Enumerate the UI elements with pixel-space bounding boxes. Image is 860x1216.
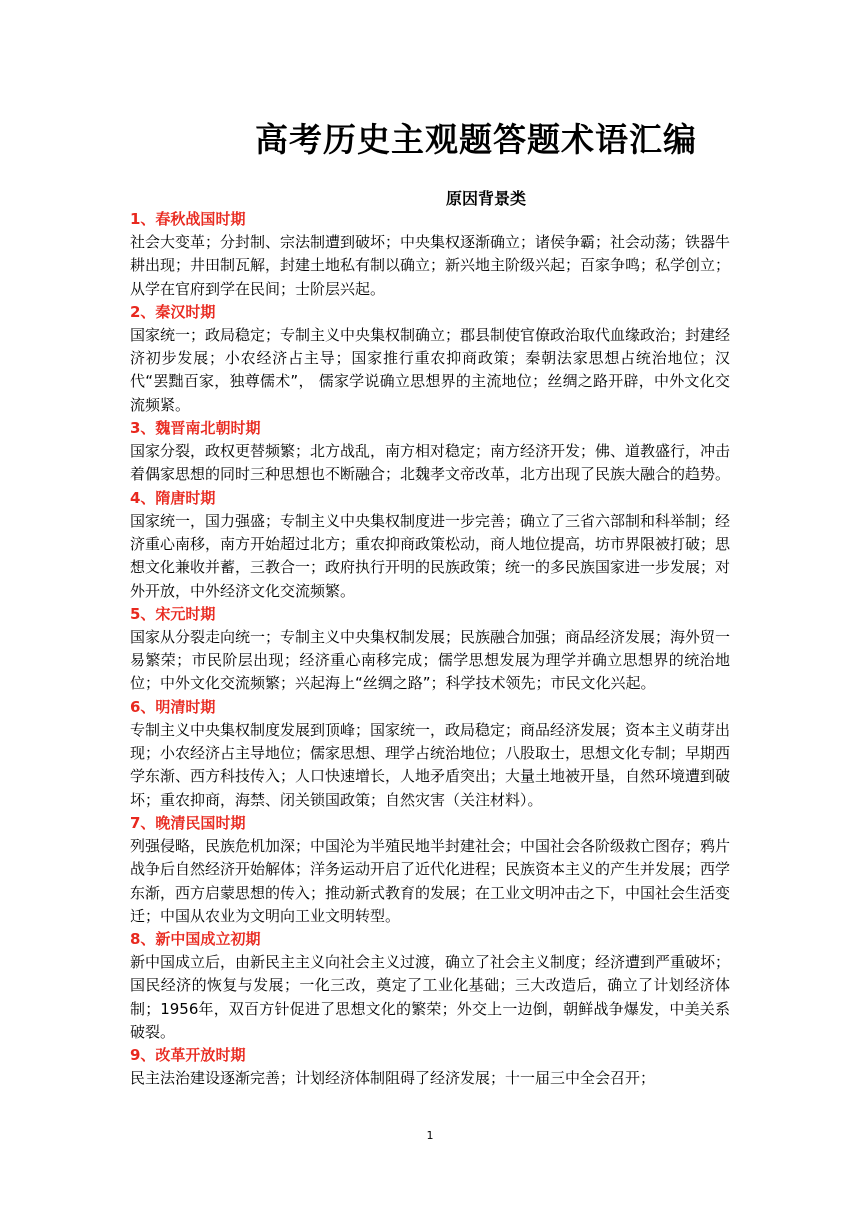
period-title: 1、春秋战国时期: [130, 210, 246, 228]
period-title: 8、新中国成立初期: [130, 930, 261, 949]
period-text: 国家从分裂走向统一；专制主义中央集权制发展；民族融合加强；商品经济发展；海外贸一易繁荣；市民阶层出现；经济重心南移完成；儒学思想发展为理学并确立思想界的统治地位；中外文化交流频繁；兴起海上“丝绸之路”；科学技术领先；市民文化兴起。: [130, 627, 731, 693]
page-number: 1: [426, 1129, 434, 1142]
period-section-3: [130, 417, 730, 487]
period-section-2: [130, 301, 730, 417]
period-title: 7、晚清民国时期: [130, 813, 246, 832]
period-section-1: [130, 208, 730, 301]
period-section-6: [130, 696, 730, 812]
period-text: 民主法治建设逐渐完善；计划经济体制阻碍了经济发展；十一届三中全会召开；: [130, 1069, 656, 1088]
period-section-7: [130, 812, 730, 928]
period-text: 新中国成立后，由新民主主义向社会主义过渡，确立了社会主义制度；经济遭到严重破坏；国民经济的恢复与发展；一化三改，奠定了工业化基础；三大改造后，确立了计划经济体制；1956年，双百方针促进了思想文化的繁荣；外交上一边倒，朝鲜战争爆发，中美关系破裂。: [130, 953, 731, 1042]
period-title: 5、宋元时期: [130, 604, 216, 623]
period-section-4: [130, 487, 730, 603]
period-text: 列强侵略，民族危机加深；中国沦为半殖民地半封建社会；中国社会各阶级救亡图存；鸦片战争后自然经济开始解体；洋务运动开启了近代化进程；民族资本主义的产生并发展；西学东渐，西方启蒙思想的传入；推动新式教育的发展；在工业文明冲击之下，中国社会生活变迁；中国从农业为文明向工业文明转型。: [130, 836, 731, 925]
period-text: 国家统一；政局稳定；专制主义中央集权制确立；郡县制使官僚政治取代血缘政治；封建经济初步发展；小农经济占主导；国家推行重农抑商政策；秦朝法家思想占统治地位；汉代“罢黜百家，独尊儒术”， 儒家学说确立思想界的主流地位；丝绸之路开辟，中外文化交流频紧。: [130, 325, 731, 414]
period-section-8: [130, 928, 730, 1044]
page-title: 高考历史主观题答题术语汇编: [255, 120, 697, 159]
document-body: [130, 208, 730, 1091]
period-text: 社会大变革；分封制、宗法制遭到破坏；中央集权逐渐确立；诸侯争霸；社会动荡；铁器牛耕出现；井田制瓦解，封建土地私有制以确立；新兴地主阶级兴起；百家争鸣；私学创立；从学在官府到学在民间；士阶层兴起。: [130, 233, 731, 298]
section-heading: 原因背景类: [445, 189, 526, 208]
period-title: 3、魏晋南北朝时期: [130, 419, 261, 438]
period-section-5: [130, 603, 730, 696]
period-text: 国家分裂，政权更替频繁；北方战乱，南方相对稳定；南方经济开发；佛、道教盛行，冲击着偶家思想的同时三种思想也不断融合；北魏孝文帝改革，北方出现了民族大融合的趋势。: [130, 442, 731, 484]
period-text: 国家统一，国力强盛；专制主义中央集权制度进一步完善；确立了三省六部制和科举制；经济重心南移，南方开始超过北方；重农抑商政策松动，商人地位提高，坊市界限被打破；思想文化兼收并蓄，三教合一；政府执行开明的民族政策；统一的多民族国家进一步发展；对外开放，中外经济文化交流频繁。: [130, 511, 731, 600]
period-title: 6、明清时期: [130, 697, 216, 716]
period-title: 4、隋唐时期: [130, 488, 216, 507]
period-section-9: [130, 1044, 730, 1090]
period-title: 9、改革开放时期: [130, 1046, 246, 1065]
period-title: 2、秦汉时期: [130, 302, 216, 321]
period-text: 专制主义中央集权制度发展到顶峰；国家统一，政局稳定；商品经济发展；资本主义萌芽出现；小农经济占主导地位；儒家思想、理学占统治地位；八股取士，思想文化专制；早期西学东渐、西方科技传入；人口快速增长，人地矛盾突出；大量土地被开垦，自然环境遭到破坏；重农抑商，海禁、闭关锁国政策；自然灾害（关注材料）。: [130, 720, 731, 809]
